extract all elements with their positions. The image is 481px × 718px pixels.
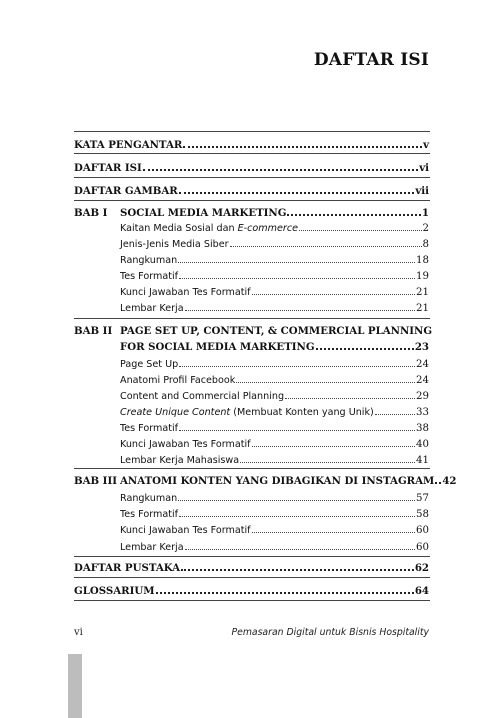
toc-page-number: 60	[416, 525, 429, 536]
divider	[74, 468, 430, 469]
toc-page-number: vi	[419, 162, 429, 174]
toc-subentry[interactable]	[74, 489, 429, 504]
toc-subentry[interactable]	[74, 387, 429, 402]
toc-page-number: 41	[416, 455, 429, 466]
divider	[74, 318, 430, 319]
chapter-label: BAB I	[74, 207, 108, 219]
chapter-label: BAB II	[74, 325, 113, 337]
dot-leader	[240, 453, 415, 463]
divider	[74, 200, 430, 201]
toc-chapter-bab-2[interactable]	[74, 322, 433, 337]
toc-page-number: 38	[416, 423, 429, 434]
dot-leader	[181, 560, 414, 571]
chapter-title: ANATOMI KONTEN YANG DIBAGIKAN DI INSTAGRAM	[120, 475, 435, 487]
toc-subentry-label: Jenis-Jenis Media Siber	[120, 239, 229, 250]
footer-book-title: Pemasaran Digital untuk Bisnis Hospitality	[231, 627, 429, 638]
toc-subentry-label: Lembar Kerja	[120, 542, 184, 553]
toc-page-number: 19	[416, 271, 429, 282]
divider	[74, 153, 430, 154]
toc-page-number: 24	[416, 359, 429, 370]
toc-entry-label: KATA PENGANTAR	[74, 139, 183, 151]
chapter-title: FOR SOCIAL MEDIA MARKETING	[120, 341, 315, 353]
toc-subentry[interactable]	[74, 355, 429, 370]
dot-leader	[316, 339, 414, 350]
toc-subentry-label: Content and Commercial Planning	[120, 391, 285, 402]
toc-subentry[interactable]	[74, 267, 429, 282]
divider	[74, 131, 430, 132]
toc-subentry[interactable]	[74, 403, 429, 418]
toc-subentry-label: Page Set Up	[120, 359, 179, 370]
toc-page-number: 21	[416, 287, 429, 298]
toc-page-number: v	[423, 139, 429, 151]
toc-subentry[interactable]	[74, 283, 429, 298]
dot-leader	[156, 583, 414, 594]
dot-leader	[183, 137, 422, 148]
dot-leader	[179, 183, 415, 194]
toc-page-number: 42	[442, 475, 457, 487]
chapter-title: SOCIAL MEDIA MARKETING	[120, 207, 287, 219]
toc-subentry-label: Kunci Jawaban Tes Formatif	[120, 287, 251, 298]
dot-leader	[179, 421, 415, 431]
dot-leader	[185, 301, 415, 311]
divider	[74, 556, 430, 557]
toc-page-number: 2	[422, 223, 429, 234]
toc-subentry[interactable]	[74, 521, 429, 536]
toc-chapter-bab-1[interactable]	[74, 204, 429, 219]
toc-entry[interactable]	[74, 582, 429, 597]
toc-page-number: vii	[415, 185, 429, 197]
dot-leader	[287, 205, 420, 216]
toc-page-number: 33	[416, 407, 429, 418]
toc-page-number: 40	[416, 439, 429, 450]
toc-subentry-label: Lembar Kerja	[120, 303, 184, 314]
dot-leader	[185, 540, 415, 550]
toc-subentry[interactable]	[74, 235, 429, 250]
toc-entry-label: GLOSSARIUM	[74, 585, 155, 597]
toc-subentry-label: Lembar Kerja Mahasiswa	[120, 455, 240, 466]
toc-subentry[interactable]	[74, 505, 429, 520]
toc-subentry-label: Create Unique Content (Membuat Konten yang Unik)	[120, 407, 374, 418]
toc-subentry-label: Rangkuman	[120, 255, 178, 266]
toc-subentry[interactable]	[74, 538, 429, 553]
toc-entry[interactable]	[74, 136, 429, 151]
dot-leader	[285, 389, 415, 399]
toc-entry[interactable]	[74, 159, 429, 174]
toc-subentry[interactable]	[74, 371, 429, 386]
dot-leader	[375, 405, 415, 415]
toc-entry[interactable]	[74, 182, 429, 197]
toc-subentry-label: Kaitan Media Sosial dan E-commerce	[120, 223, 299, 234]
toc-entry-label: DAFTAR GAMBAR	[74, 185, 178, 197]
toc-page-number: 64	[414, 585, 429, 597]
dot-leader	[252, 437, 416, 447]
dot-leader	[178, 253, 415, 263]
chapter-label: BAB III	[74, 475, 117, 487]
dot-leader	[252, 523, 416, 533]
page-title: DAFTAR ISI	[313, 50, 429, 70]
dot-leader	[179, 507, 415, 517]
toc-page-number: 62	[414, 562, 429, 574]
toc-subentry[interactable]	[74, 299, 429, 314]
toc-chapter-bab-2-cont[interactable]	[74, 338, 429, 353]
toc-subentry-label: Tes Formatif	[120, 423, 179, 434]
toc-subentry[interactable]	[74, 251, 429, 266]
dot-leader	[178, 491, 415, 501]
dot-leader	[230, 237, 422, 247]
dot-leader	[179, 357, 415, 367]
dot-leader	[143, 160, 418, 171]
toc-subentry-label: Kunci Jawaban Tes Formatif	[120, 439, 251, 450]
toc-page-number: 24	[416, 375, 429, 386]
toc-page-number: 23	[414, 341, 429, 353]
toc-chapter-bab-3[interactable]	[74, 472, 457, 487]
toc-subentry[interactable]	[74, 451, 429, 466]
dot-leader	[179, 269, 415, 279]
toc-page-number: 21	[416, 303, 429, 314]
toc-entry-label: DAFTAR PUSTAKA	[74, 562, 181, 574]
toc-page-number: 29	[416, 391, 429, 402]
toc-page-number: 60	[416, 542, 429, 553]
toc-page-number: 57	[416, 493, 429, 504]
toc-subentry[interactable]	[74, 219, 429, 234]
toc-entry-label: DAFTAR ISI	[74, 162, 142, 174]
dot-leader	[252, 285, 416, 295]
dot-leader	[299, 221, 422, 231]
toc-subentry-label: Kunci Jawaban Tes Formatif	[120, 525, 251, 536]
divider	[74, 177, 430, 178]
divider	[74, 577, 430, 578]
page-edge-tab	[68, 654, 82, 718]
toc-entry[interactable]	[74, 559, 429, 574]
footer-page-number: vi	[74, 627, 83, 638]
dot-leader	[435, 473, 441, 484]
toc-subentry-label: Tes Formatif	[120, 509, 179, 520]
divider	[74, 600, 430, 601]
toc-page-number: 1	[421, 207, 429, 219]
toc-subentry-label: Rangkuman	[120, 493, 178, 504]
toc-page-number: 58	[416, 509, 429, 520]
toc-page-number: 18	[416, 255, 429, 266]
chapter-title: PAGE SET UP, CONTENT, & COMMERCIAL PLANNING	[120, 325, 433, 337]
dot-leader	[236, 373, 415, 383]
toc-subentry[interactable]	[74, 435, 429, 450]
toc-subentry-label: Anatomi Profil Facebook	[120, 375, 236, 386]
toc-page-number: 8	[422, 239, 429, 250]
toc-subentry[interactable]	[74, 419, 429, 434]
toc-subentry-label: Tes Formatif	[120, 271, 179, 282]
